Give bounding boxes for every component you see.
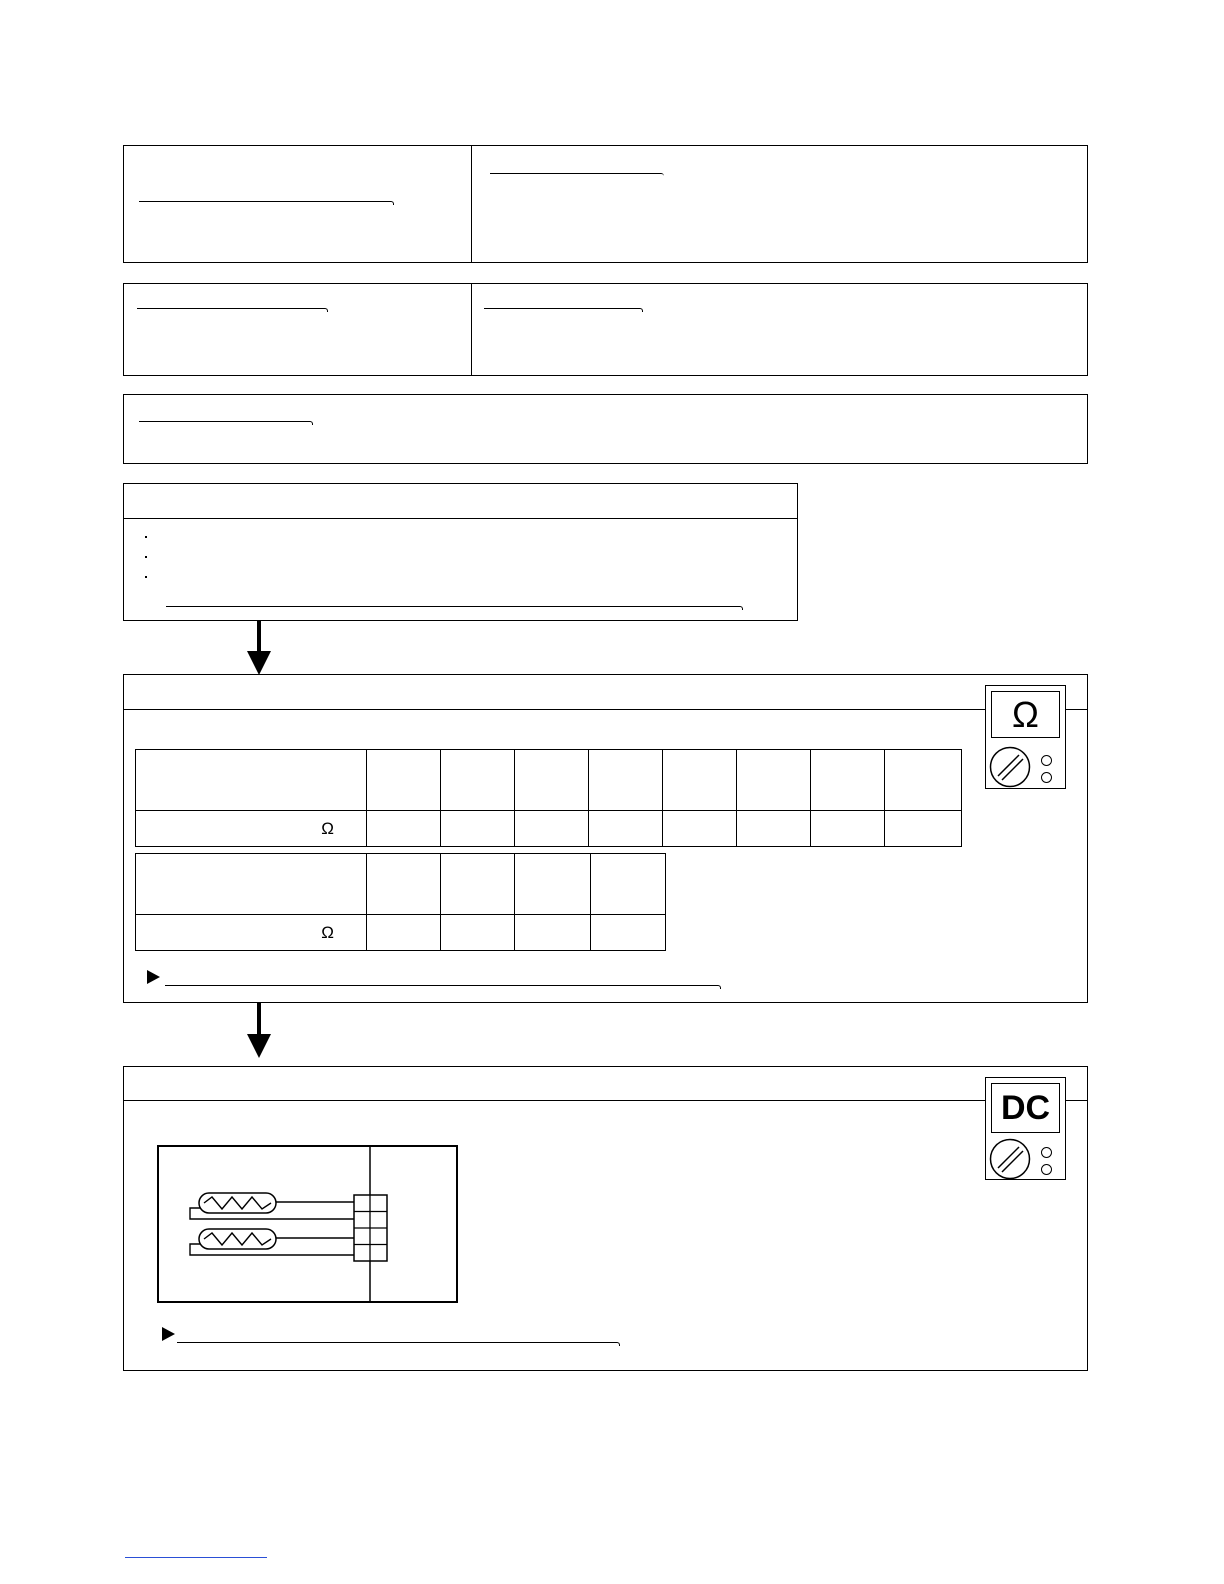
table-cell [515,854,591,915]
table-cell [737,750,811,811]
table-cell [136,854,367,915]
table-cell [136,750,367,811]
resistance-unit-label: Ω [136,915,367,951]
meter-dial-icon [989,746,1033,788]
info-box-top [123,145,1088,263]
step-1-bullet [145,556,147,558]
table-header-row [136,750,962,811]
step-3-result-line [177,1342,620,1346]
meter-jack [1041,1147,1052,1158]
connector-icon [354,1195,387,1261]
step-1-box [123,483,798,621]
sensor-element-icon [199,1193,276,1213]
info-box-middle-divider [471,284,472,375]
table-cell [515,915,591,951]
table-cell [591,854,666,915]
info-box-top-right-heading-line [490,173,664,177]
flow-arrow-head [247,1034,271,1058]
flow-arrow-shaft [257,1003,261,1034]
result-pointer-icon [147,970,160,984]
step-1-link-line [166,606,743,610]
info-box-middle-right-heading-line [484,308,643,312]
meter-jack [1041,755,1052,766]
flow-arrow-shaft [257,621,261,651]
table-cell [441,915,515,951]
table-row [136,811,962,847]
table-cell [441,811,515,847]
table-cell [591,915,666,951]
resistance-table-2 [135,853,666,951]
dc-label: DC [1000,1089,1051,1127]
table-cell [367,750,441,811]
table-cell [367,854,441,915]
table-cell [811,750,885,811]
info-box-top-left-heading-line [139,201,394,205]
table-cell [367,915,441,951]
meter-display [991,691,1060,738]
table-cell [441,750,515,811]
flow-arrow-head [247,651,271,675]
step-2-title-divider [124,709,1087,710]
table-cell [589,811,663,847]
table-cell [885,750,962,811]
footer-link-line[interactable] [125,1557,267,1558]
resistance-table-1 [135,749,962,847]
info-box-note [123,394,1088,464]
info-box-note-heading-line [139,421,313,425]
step-1-bullet [145,536,147,538]
table-cell [441,854,515,915]
ohmmeter-icon [985,685,1066,789]
sensor-element-icon [199,1229,276,1249]
table-cell [663,750,737,811]
table-cell [811,811,885,847]
meter-display [991,1083,1060,1133]
info-box-top-divider [471,146,472,262]
table-header-row [136,854,666,915]
result-pointer-icon [162,1327,175,1341]
table-cell [515,750,589,811]
table-cell [589,750,663,811]
step-1-title-divider [124,518,797,519]
meter-jack [1041,1164,1052,1175]
step-3-title-divider [124,1100,1087,1101]
table-cell [885,811,962,847]
table-row [136,915,666,951]
info-box-middle [123,283,1088,376]
table-cell [663,811,737,847]
ohm-symbol: Ω [1012,693,1039,735]
info-box-middle-left-heading-line [137,308,328,312]
resistance-unit-label: Ω [136,811,367,847]
meter-jack [1041,772,1052,783]
sensor-connector-diagram [157,1145,460,1306]
step-1-bullet [145,576,147,578]
table-cell [367,811,441,847]
meter-dial-icon [989,1138,1033,1180]
table-cell [737,811,811,847]
dc-voltmeter-icon [985,1077,1066,1180]
step-2-result-line [165,985,721,989]
table-cell [515,811,589,847]
